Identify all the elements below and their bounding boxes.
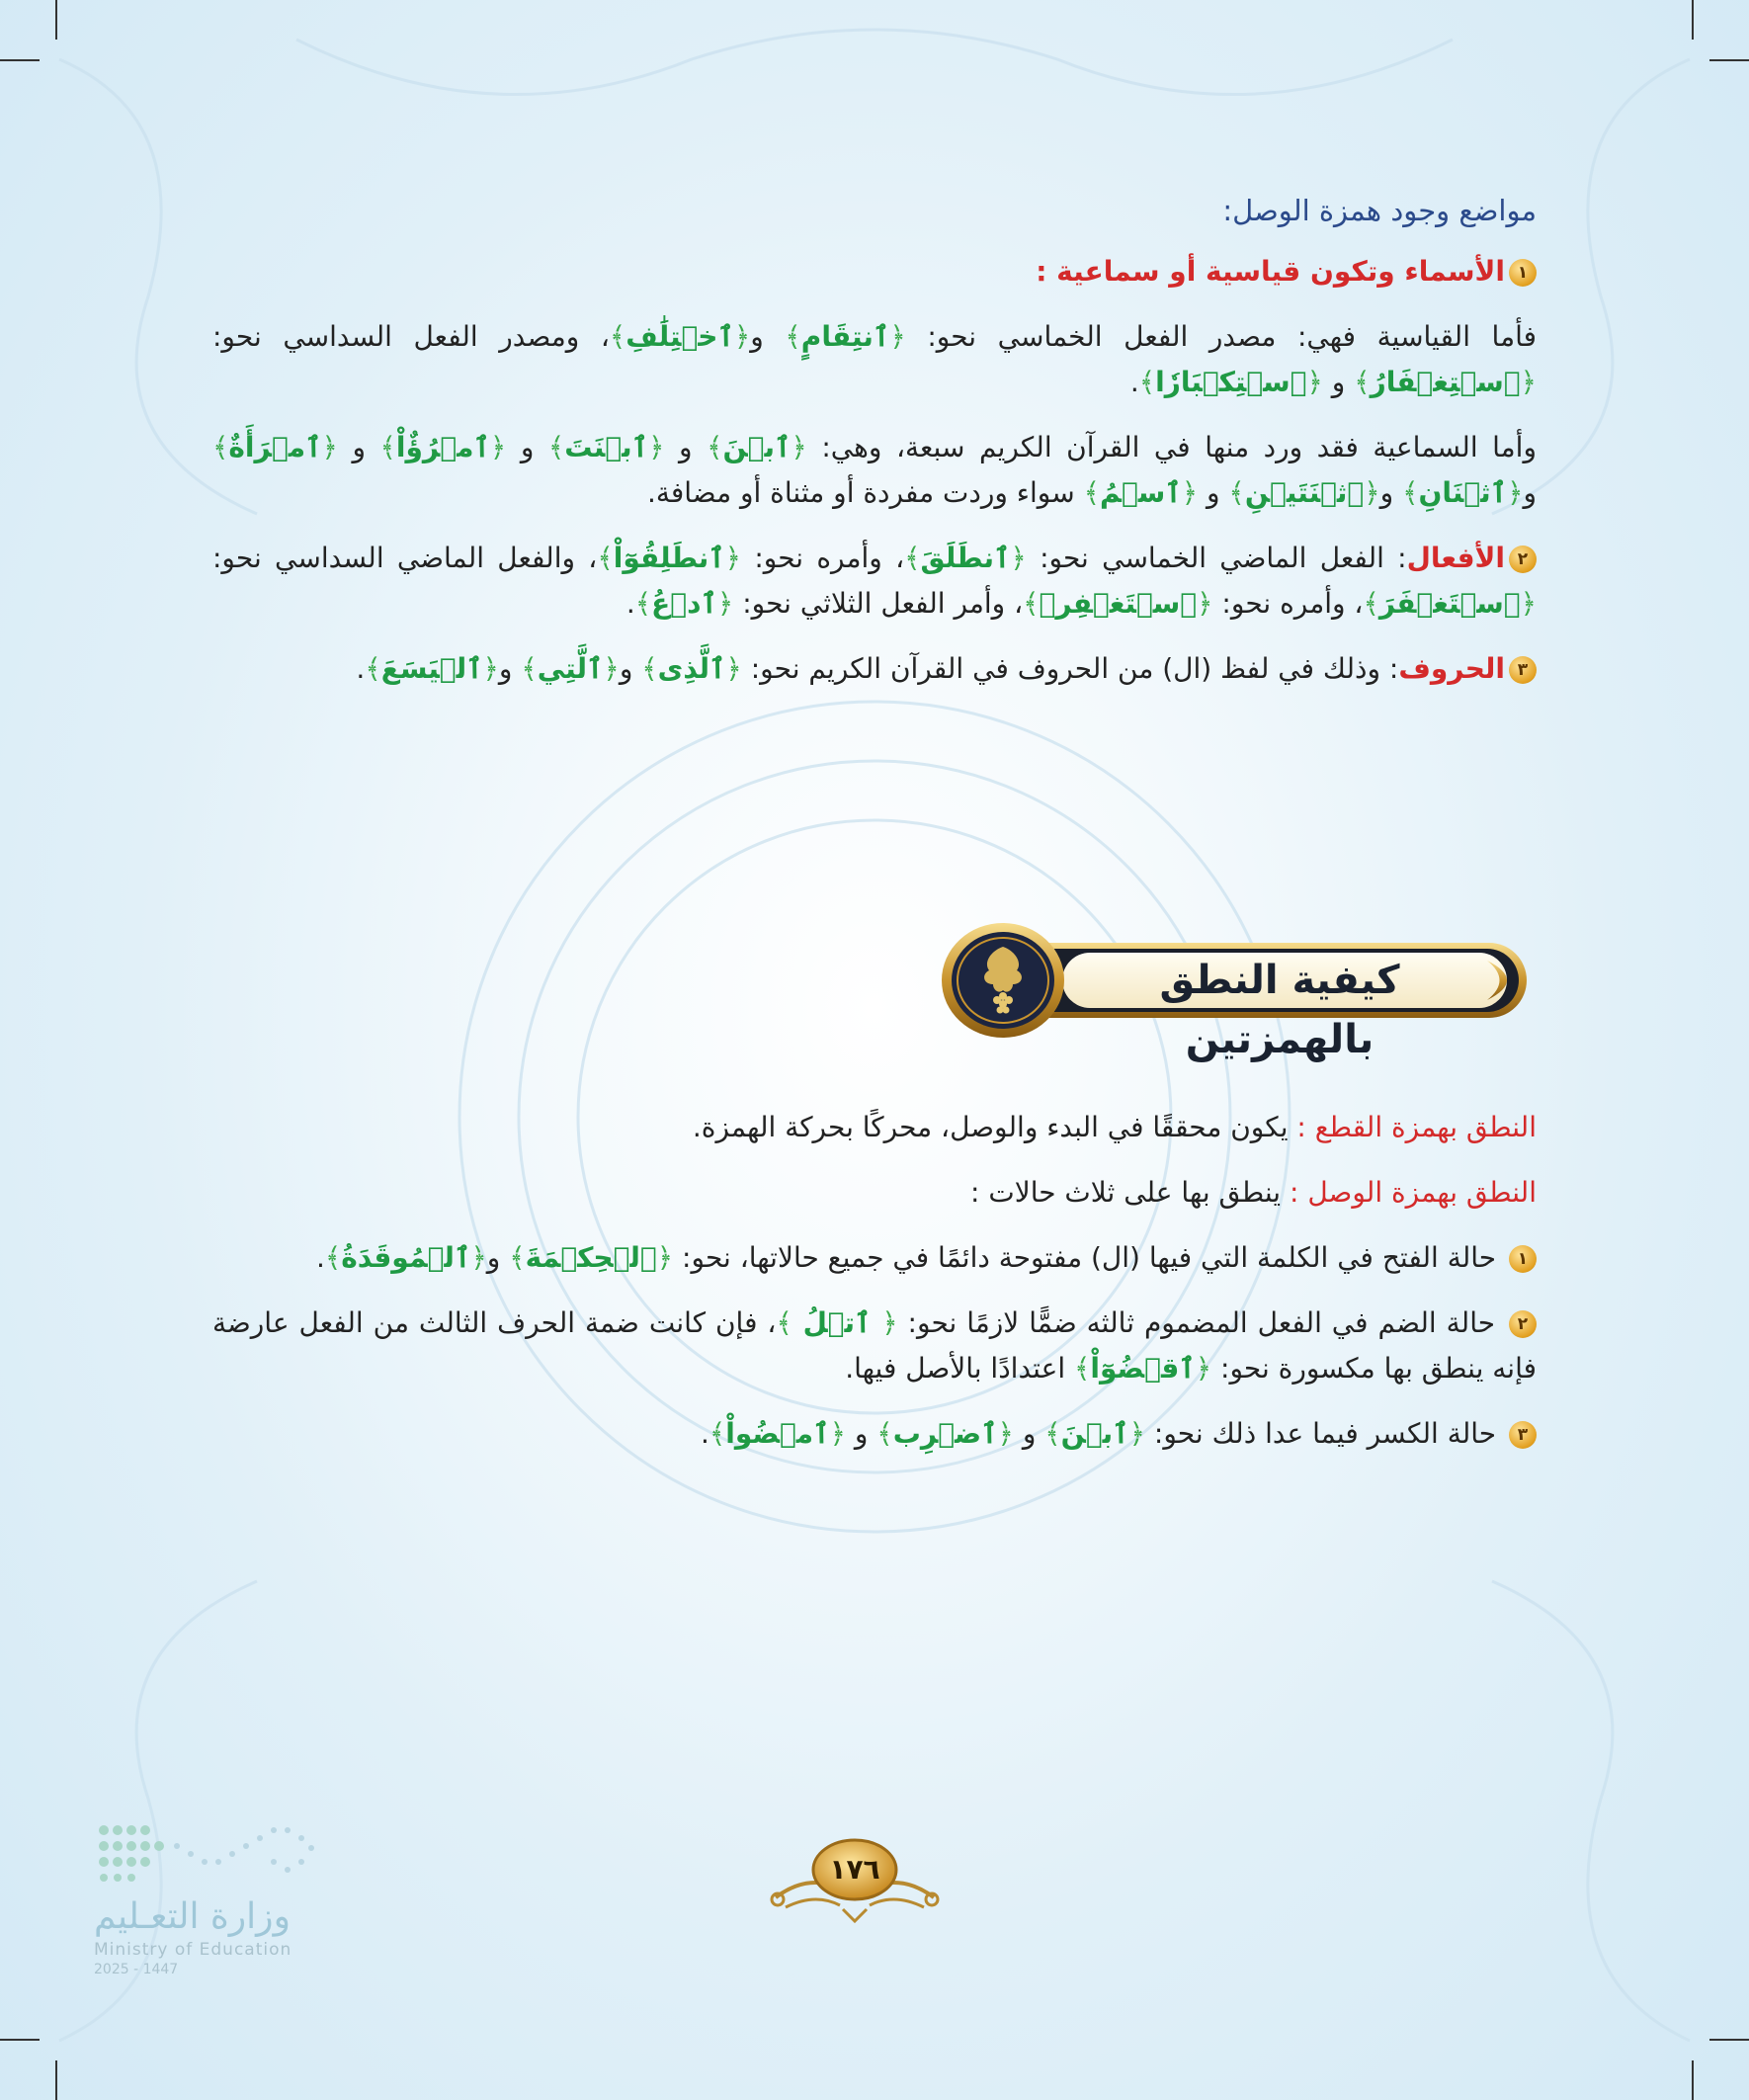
- paragraph-text: ، ومصدر الفعل السداسي نحو:: [212, 320, 610, 353]
- bracket-close: ﴾: [1083, 476, 1100, 509]
- bracket-open: ﴿: [1306, 366, 1323, 398]
- paragraph-text: حالة الكسر فيما عدا ذلك نحو:: [1145, 1417, 1505, 1450]
- quran-word: ٱسۡتِغۡفَارُ: [1370, 366, 1521, 398]
- item-heading: الحروف: [1398, 652, 1505, 685]
- bracket-close: ﴾: [379, 431, 396, 463]
- paragraph-text: ينطق بها على ثلاث حالات :: [970, 1176, 1291, 1209]
- quran-word: ٱنطَلِقُوٓاْ: [613, 542, 725, 574]
- bracket-close: ﴾: [1228, 476, 1245, 509]
- case-3-paragraph: [212, 1411, 1537, 1457]
- conjunction: و: [1198, 476, 1229, 509]
- quran-word: ٱنطَلَقَ: [920, 542, 1011, 574]
- number-badge: ٣: [1509, 656, 1537, 684]
- punctuation: .: [356, 652, 366, 685]
- quran-word: ٱسۡتَغۡفَرَ: [1378, 587, 1521, 620]
- bracket-close: ﴾: [1363, 587, 1379, 620]
- item-2-paragraph: [212, 536, 1537, 627]
- qiyasi-paragraph: [212, 314, 1537, 405]
- bracket-open: ﴿: [656, 1241, 674, 1274]
- dots-logo-icon: [94, 1818, 321, 1888]
- bracket-open: ﴿: [791, 431, 807, 463]
- page-number: ١٧٦: [829, 1853, 880, 1886]
- paragraph-text: حالة الضم في الفعل المضموم ثالثه ضمًّا لازمًا نحو:: [897, 1306, 1505, 1339]
- bracket-close: ﴾: [876, 1417, 893, 1450]
- quran-word: ٱلۡيَسَعَ: [380, 652, 483, 685]
- bracket-open: ﴿: [881, 1306, 898, 1339]
- bracket-open: ﴿: [997, 1417, 1014, 1450]
- bracket-close: ﴾: [1023, 587, 1040, 620]
- section-hamzat-wasl-locations: [212, 188, 1537, 712]
- quran-word: ٱمۡرُؤٌاْ: [395, 431, 490, 463]
- term-label: النطق بهمزة القطع :: [1296, 1111, 1537, 1143]
- conjunction: و: [1379, 476, 1403, 509]
- bracket-open: ﴿: [603, 652, 620, 685]
- bracket-close: ﴾: [1354, 366, 1371, 398]
- conjunction: و: [486, 1241, 510, 1274]
- punctuation: .: [625, 587, 635, 620]
- bracket-open: ﴿: [470, 1241, 487, 1274]
- conjunction: و: [337, 431, 380, 463]
- paragraph-text: : وذلك في لفظ (ال) من الحروف في القرآن الكريم نحو:: [741, 652, 1399, 685]
- punctuation: .: [1129, 366, 1139, 398]
- item-3-paragraph: [212, 646, 1537, 692]
- paragraph-text: يكون محققًا في البدء والوصل، محركًا بحركة الهمزة.: [692, 1111, 1297, 1143]
- number-badge: ١: [1509, 259, 1537, 287]
- ministry-logo: [94, 1818, 321, 1978]
- conjunction: و: [619, 652, 642, 685]
- bracket-close: ﴾: [1074, 1352, 1091, 1385]
- quran-word: ٱلَّتِي: [537, 652, 604, 685]
- bracket-open: ﴿: [733, 320, 751, 353]
- conjunction: و: [506, 431, 548, 463]
- conjunction: و: [1013, 1417, 1045, 1450]
- item-heading: الأفعال: [1406, 542, 1505, 574]
- conjunction: و: [750, 320, 786, 353]
- paragraph-text: فأما القياسية فهي: مصدر الفعل الخماسي نحو:: [905, 320, 1538, 353]
- number-badge: ٣: [1509, 1421, 1537, 1449]
- number-badge: ٢: [1509, 546, 1537, 573]
- bracket-close: ﴾: [708, 1417, 726, 1450]
- paragraph-text: ، وأمره نحو:: [1212, 587, 1364, 620]
- bracket-close: ﴾: [597, 542, 614, 574]
- logo-arabic-text: وزارة التعـليم: [94, 1896, 291, 1937]
- paragraph-text: ، وأمره نحو:: [741, 542, 905, 574]
- bracket-open: ﴿: [1195, 1352, 1212, 1385]
- bracket-close: ﴾: [509, 1241, 526, 1274]
- quran-word: ٱسۡمُ: [1099, 476, 1182, 509]
- paragraph-text: وأما السماعية فقد ورد منها في القرآن الكريم سبعة، وهي:: [806, 431, 1537, 463]
- bracket-close: ﴾: [1402, 476, 1419, 509]
- case-1-paragraph: [212, 1235, 1537, 1281]
- paragraph-text: ، وأمر الفعل الثلاثي نحو:: [733, 587, 1024, 620]
- bracket-close: ﴾: [521, 652, 538, 685]
- paragraph-text: سواء وردت مفردة أو مثناة أو مضافة.: [646, 476, 1084, 509]
- bracket-close: ﴾: [641, 652, 658, 685]
- paragraph-text: ، فإن كانت ضمة الحرف الثالث من الفعل عارضة فإنه ينطق بها مكسورة نحو:: [212, 1306, 1537, 1385]
- quran-word: ٱخۡتِلَٰفِ: [625, 320, 734, 353]
- bracket-close: ﴾: [324, 1241, 342, 1274]
- bracket-close: ﴾: [1044, 1417, 1061, 1450]
- conjunction: و: [498, 652, 522, 685]
- bracket-close: ﴾: [609, 320, 626, 353]
- crop-mark: [1692, 0, 1694, 40]
- bracket-close: ﴾: [365, 652, 381, 685]
- bracket-open: ﴿: [648, 431, 665, 463]
- conjunction: و: [664, 431, 708, 463]
- conjunction: و: [1322, 366, 1355, 398]
- quran-word: ٱتۡلُ: [791, 1306, 882, 1339]
- qat-paragraph: [212, 1105, 1537, 1150]
- bracket-open: ﴿: [1128, 1417, 1145, 1450]
- bracket-open: ﴿: [1507, 476, 1524, 509]
- bracket-open: ﴿: [489, 431, 507, 463]
- paragraph-text: اعتدادًا بالأصل فيها.: [845, 1352, 1074, 1385]
- quran-word: ٱلۡحِكۡمَةَ: [525, 1241, 657, 1274]
- quran-word: ٱلَّذِى: [657, 652, 726, 685]
- logo-english-text: Ministry of Education: [94, 1940, 292, 1960]
- quran-word: ٱبۡنَتَ: [564, 431, 649, 463]
- bracket-open: ﴿: [482, 652, 499, 685]
- quran-word: ٱنتِقَامٍ: [800, 320, 890, 353]
- case-2-paragraph: [212, 1301, 1537, 1391]
- item-heading: الأسماء وتكون قياسية أو سماعية :: [1036, 255, 1505, 288]
- quran-word: ٱلۡمُوقَدَةُ: [341, 1241, 471, 1274]
- paragraph-text: : الفعل الماضي الخماسي نحو:: [1026, 542, 1407, 574]
- quran-word: ٱضۡرِب: [892, 1417, 998, 1450]
- quran-word: ٱبۡنَ: [1060, 1417, 1129, 1450]
- bracket-open: ﴿: [829, 1417, 846, 1450]
- crop-mark: [1709, 59, 1749, 61]
- punctuation: .: [315, 1241, 325, 1274]
- grape-leaf-icon: [973, 941, 1033, 1020]
- bracket-close: ﴾: [547, 431, 565, 463]
- bracket-open: ﴿: [1181, 476, 1199, 509]
- section-pronunciation: [212, 1105, 1537, 1476]
- bracket-open: ﴿: [1364, 476, 1380, 509]
- bracket-open: ﴿: [716, 587, 734, 620]
- bracket-open: ﴿: [321, 431, 338, 463]
- quran-word: ٱسۡتِكۡبَارٗا: [1155, 366, 1307, 398]
- crop-mark: [0, 59, 40, 61]
- number-badge: ٢: [1509, 1310, 1537, 1338]
- bracket-close: ﴾: [776, 1306, 792, 1339]
- bracket-open: ﴿: [889, 320, 906, 353]
- crop-mark: [55, 0, 57, 40]
- logo-year: 2025 - 1447: [94, 1962, 179, 1977]
- quran-word: ٱسۡتَغۡفِرۡ: [1039, 587, 1198, 620]
- section-title: مواضع وجود همزة الوصل:: [1222, 194, 1537, 227]
- bracket-open: ﴿: [1010, 542, 1027, 574]
- bracket-open: ﴿: [724, 542, 742, 574]
- bracket-close: ﴾: [707, 431, 723, 463]
- quran-word: ٱبۡنَ: [722, 431, 791, 463]
- bracket-open: ﴿: [1197, 587, 1213, 620]
- bracket-close: ﴾: [212, 431, 229, 463]
- banner-title: كيفية النطق بالهمزتين: [1159, 958, 1400, 1062]
- samai-paragraph: [212, 425, 1537, 516]
- wasl-paragraph: [212, 1170, 1537, 1216]
- bracket-close: ﴾: [785, 320, 801, 353]
- quran-word: ٱقۡضُوٓاْ: [1090, 1352, 1196, 1385]
- conjunction: و: [1523, 476, 1537, 509]
- paragraph-text: ، والفعل الماضي السداسي نحو:: [212, 542, 598, 574]
- crop-mark: [55, 2060, 57, 2100]
- crop-mark: [1709, 2039, 1749, 2041]
- item-1-heading: [212, 249, 1537, 294]
- number-badge: ١: [1509, 1245, 1537, 1273]
- quran-word: ٱثۡنَتَيۡنِ: [1244, 476, 1365, 509]
- bracket-open: ﴿: [725, 652, 742, 685]
- bracket-close: ﴾: [634, 587, 652, 620]
- bracket-open: ﴿: [1520, 587, 1537, 620]
- quran-word: ٱدۡعُ: [651, 587, 717, 620]
- conjunction: و: [845, 1417, 877, 1450]
- punctuation: .: [700, 1417, 709, 1450]
- bracket-open: ﴿: [1520, 366, 1537, 398]
- crop-mark: [1692, 2060, 1694, 2100]
- term-label: النطق بهمزة الوصل :: [1290, 1176, 1537, 1209]
- paragraph-text: حالة الفتح في الكلمة التي فيها (ال) مفتوحة دائمًا في جميع حالاتها، نحو:: [673, 1241, 1505, 1274]
- bracket-close: ﴾: [904, 542, 921, 574]
- quran-word: ٱمۡضُواْ: [725, 1417, 830, 1450]
- crop-mark: [0, 2039, 40, 2041]
- bracket-close: ﴾: [1138, 366, 1156, 398]
- quran-word: ٱمۡرَأَةٌ: [228, 431, 322, 463]
- quran-word: ٱثۡنَانِ: [1418, 476, 1508, 509]
